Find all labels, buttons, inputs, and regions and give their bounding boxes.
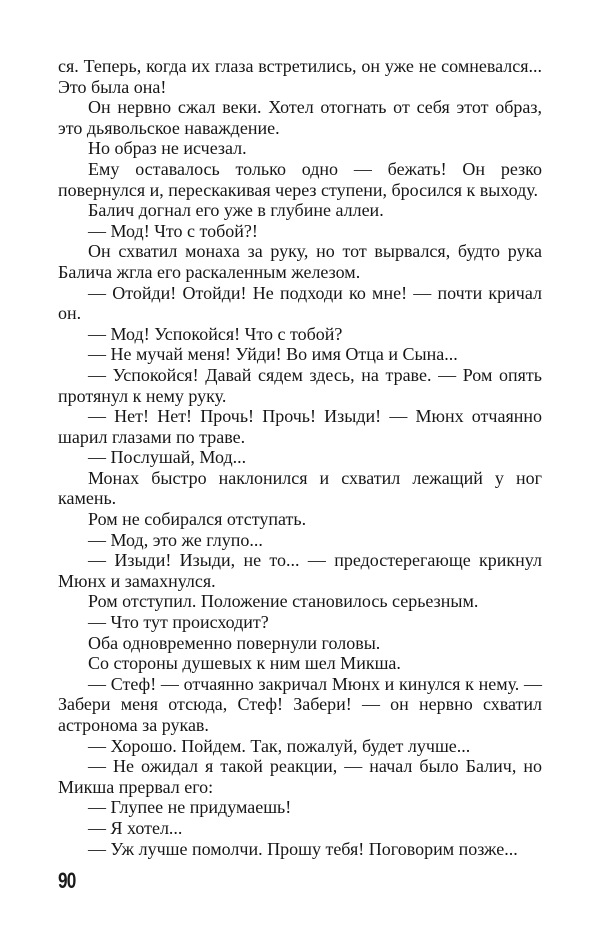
paragraph: — Глупее не придумаешь!: [88, 797, 292, 818]
paragraph: Он нервно сжал веки. Хотел отогнать от себя этот образ, это дьявольское наваждение.: [58, 97, 542, 138]
paragraph: Ром отступил. Положение становилось серьезным.: [88, 591, 479, 612]
paragraph: — Отойди! Отойди! Не подходи ко мне! — почти кричал он.: [58, 282, 542, 324]
paragraph: Балич догнал его уже в глубине аллеи.: [88, 200, 384, 221]
paragraph: — Изыди! Изыди, не то... — предостерегающе крикнул Мюнх и замахнулся.: [58, 550, 542, 591]
paragraph: Со стороны душевых к ним шел Микша.: [88, 653, 401, 674]
paragraph: — Послушай, Мод...: [88, 447, 247, 468]
paragraph: — Успокойся! Давай сядем здесь, на траве. — Ром опять протянул к нему руку.: [58, 364, 542, 406]
paragraph: — Я хотел...: [88, 817, 183, 838]
paragraph: — Хорошо. Пойдем. Так, пожалуй, будет лучше...: [88, 735, 471, 756]
paragraph: — Мод! Что с тобой?!: [88, 220, 258, 241]
paragraph: — Не мучай меня! Уйди! Во имя Отца и Сына...: [88, 344, 458, 365]
paragraph: — Не ожидал я такой реакции, — начал было Балич, но Микша прервал его:: [58, 756, 542, 797]
paragraph: — Мод, это же глупо...: [88, 529, 263, 550]
paragraph: — Уж лучше помолчи. Прошу тебя! Поговорим позже...: [88, 838, 518, 859]
paragraph: Но образ не исчезал.: [88, 138, 247, 159]
paragraph: ся. Теперь, когда их глаза встретились, он уже не сомневался... Это была она!: [58, 56, 542, 97]
paragraph: — Что тут происходит?: [88, 612, 269, 633]
paragraph: Монах быстро наклонился и схватил лежащий у ног камень.: [58, 467, 542, 509]
page-text: [58, 56, 542, 859]
paragraph: Оба одновременно повернули головы.: [88, 632, 381, 653]
paragraph: — Нет! Нет! Прочь! Прочь! Изыди! — Мюнх отчаянно шарил глазами по траве.: [58, 406, 542, 447]
paragraph: Ром не собирался отступать.: [88, 509, 307, 530]
page-number: 90: [58, 868, 76, 893]
paragraph: Он схватил монаха за руку, но тот вырвался, будто рука Балича жгла его раскаленным железом.: [58, 241, 542, 282]
paragraph: — Стеф! — отчаянно закричал Мюнх и кинулся к нему. — Забери меня отсюда, Стеф! Забери! — он нервно схватил астронома за рукав.: [58, 673, 542, 735]
paragraph: — Мод! Успокойся! Что с тобой?: [88, 323, 343, 344]
paragraph: Ему оставалось только одно — бежать! Он резко повернулся и, перескакивая через ступени, бросился к выходу.: [58, 158, 542, 200]
